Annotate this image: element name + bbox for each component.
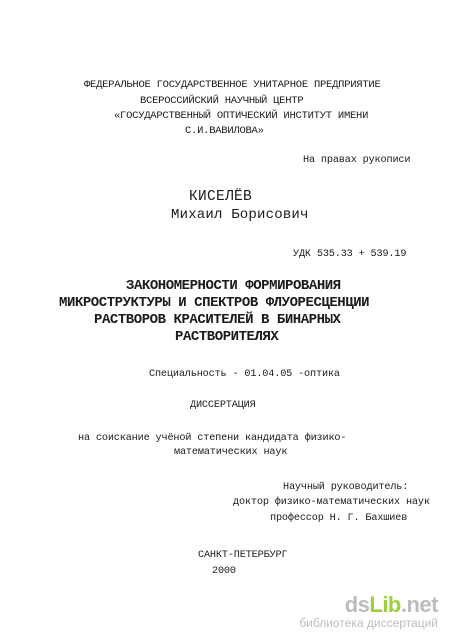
thesis-title-line-1: ЗАКОНОМЕРНОСТИ ФОРМИРОВАНИЯ — [126, 278, 341, 294]
degree-line-2: математических наук — [174, 447, 288, 458]
dslib-watermark — [299, 591, 438, 630]
manuscript-note: На правах рукописи — [303, 155, 411, 166]
thesis-title-line-3: РАСТВОРОВ КРАСИТЕЛЕЙ В БИНАРНЫХ — [94, 312, 341, 328]
author-given-name: Михаил Борисович — [171, 207, 309, 223]
dslib-logo — [299, 591, 438, 617]
supervisor-name: профессор Н. Г. Бахшиев — [270, 513, 408, 524]
degree-line-1: на соискание учёной степени кандидата физико- — [78, 433, 347, 444]
organization-line-2: ВСЕРОССИЙСКИЙ НАУЧНЫЙ ЦЕНТР — [140, 95, 304, 107]
watermark-subtitle: библиотека диссертаций — [299, 615, 438, 630]
logo-ds: ds — [344, 591, 370, 617]
logo-lib: Lib — [369, 591, 401, 617]
year: 2000 — [212, 566, 236, 577]
specialty: Специальность - 01.04.05 -оптика — [149, 369, 340, 380]
thesis-title-line-2: МИКРОСТРУКТУРЫ И СПЕКТРОВ ФЛУОРЕСЦЕНЦИИ — [59, 295, 370, 311]
logo-net: .net — [400, 591, 438, 617]
organization-line-4: С.И.ВАВИЛОВА» — [185, 125, 264, 137]
supervisor-degree: доктор физико-математических наук — [233, 497, 430, 508]
supervisor-label: Научный руководитель: — [283, 482, 409, 493]
udc-code: УДК 535.33 + 539.19 — [293, 249, 407, 260]
organization-line-3: «ГОСУДАРСТВЕННЫЙ ОПТИЧЕСКИЙ ИНСТИТУТ ИМЕНИ — [114, 110, 369, 122]
organization-line-1: ФЕДЕРАЛЬНОЕ ГОСУДАРСТВЕННОЕ УНИТАРНОЕ ПРЕДПРИЯТИЕ — [84, 79, 381, 91]
author-surname: КИСЕЛЁВ — [189, 189, 253, 205]
place: САНКТ-ПЕТЕРБУРГ — [198, 550, 288, 561]
thesis-title-line-4: РАСТВОРИТЕЛЯХ — [175, 329, 279, 345]
work-type: ДИССЕРТАЦИЯ — [190, 400, 256, 411]
